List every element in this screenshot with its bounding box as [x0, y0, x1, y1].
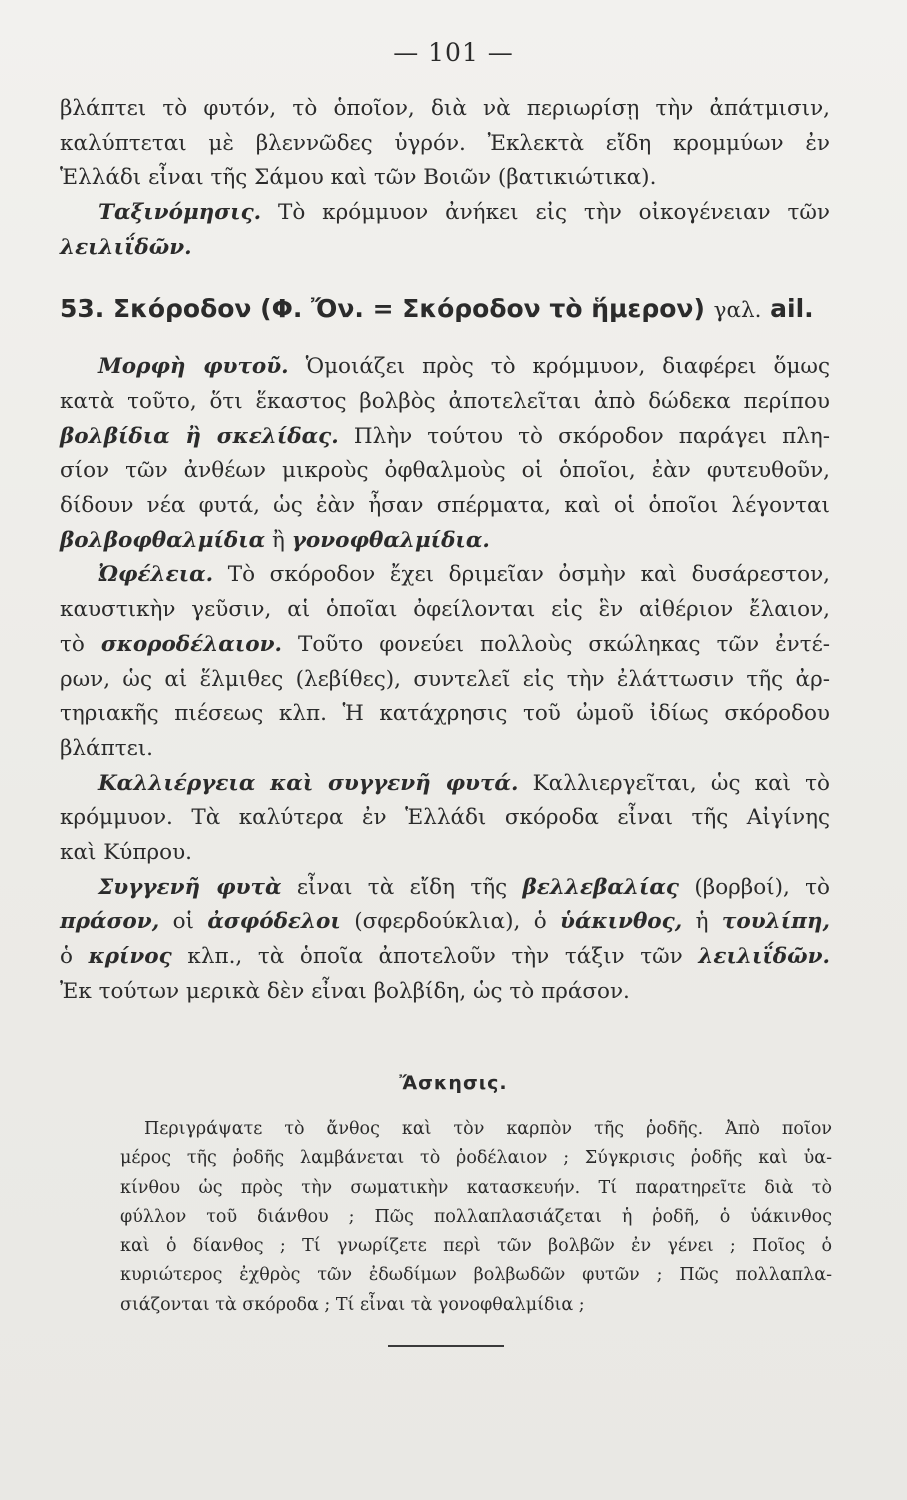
related-term: Συγγενῆ φυτὰ [98, 874, 282, 900]
bulblets-term: βολβίδια ἢ σκελίδας. [60, 423, 339, 449]
exercise-line: φύλλον τοῦ διάνθου ; Πῶς πολλαπλασιάζεται ἡ ῥοδῆ, ὁ ὑάκινθος [120, 1206, 832, 1227]
text-segment: ἢ [272, 527, 285, 553]
text-segment: οἱ [172, 909, 194, 935]
usefulness-term: Ὠφέλεια. [98, 562, 214, 588]
text-line: καὶ Κύπρου. [60, 840, 192, 866]
text-segment: Τοῦτο φονεύει πολλοὺς σκώληκας τῶν ἐντέ- [298, 631, 830, 657]
text-line: κρόμμυον. Τὰ καλύτερα ἐν Ἑλλάδι σκόροδα εἶναι τῆς Αἰγίνης [60, 805, 830, 831]
hyacinth-term: ὑάκινθος, [560, 909, 683, 935]
text-segment: ἡ [695, 909, 709, 935]
cultivation-term: Καλλιέργεια καὶ συγγενῆ φυτά. [98, 770, 519, 796]
section-title: 53. Σκόροδον (Φ. Ὄν. = Σκόροδον τὸ ἥμερον) [60, 293, 705, 323]
text-line [60, 940, 830, 975]
taxonomy-text: Τὸ κρόμμυον ἀνήκει εἰς τὴν οἰκογένειαν τῶν [278, 200, 830, 226]
text-line: Ἐκ τούτων μερικὰ δὲν εἶναι βολβίδη, ὡς τὸ πράσον. [60, 978, 630, 1004]
leek-term: πράσον, [60, 909, 160, 935]
text-segment: (σφερδούκλια), ὁ [354, 909, 547, 935]
text-line [60, 524, 830, 559]
morphology-term: Μορφὴ φυτοῦ. [98, 354, 289, 380]
exercise-line: κυριώτερος ἐχθρὸς τῶν ἐδωδίμων βολβωδῶν φυτῶν ; Πῶς πολλαπλα- [120, 1265, 832, 1286]
text-line: καλύπτεται μὲ βλεννῶδες ὑγρόν. Ἐκλεκτὰ εἴδη κρομμύων ἐν [60, 130, 830, 156]
text-line [60, 420, 830, 455]
text-line: βλάπτει τὸ φυτόν, τὸ ὁποῖον, διὰ νὰ περιωρίσῃ τὴν ἀπάτμισιν, [60, 96, 830, 121]
bulbil-term: βολβοφθαλμίδια [60, 527, 266, 553]
liliaceae-term: λειλιΐδῶν. [698, 944, 831, 970]
text-segment: ὁ [60, 944, 73, 970]
garlic-oil-term: σκοροδέλαιον. [100, 631, 282, 657]
exercise-line: καὶ ὁ δίανθος ; Τί γνωρίζετε περὶ τῶν βολβῶν ἐν γένει ; Ποῖος ὁ [120, 1236, 832, 1257]
page-number: — 101 — [393, 38, 514, 67]
bellevalia-term: βελλεβαλίας [522, 874, 680, 900]
related-line [60, 871, 830, 906]
text-segment: (βορβοί), τὸ [694, 874, 830, 900]
gonophthalmid-term: γονοφθαλμίδια. [291, 527, 490, 553]
tulip-term: τουλίπη, [721, 909, 830, 935]
cultivation-line [60, 767, 830, 802]
text-segment: Πλὴν τούτου τὸ σκόροδον παράγει πλη- [353, 423, 830, 449]
text-line: καυστικὴν γεῦσιν, αἱ ὁποῖαι ὀφείλονται εἰς ἓν αἰθέριον ἔλαιον, [60, 597, 830, 623]
morphology-line [60, 350, 830, 385]
taxonomy-line [60, 196, 830, 231]
exercise-line: Περιγράψατε τὸ ἄνθος καὶ τὸν καρπὸν τῆς ῥοδῆς. Ἀπὸ ποῖον [144, 1119, 832, 1139]
lily-term: κρίνος [88, 944, 172, 970]
exercise-line: σιάζονται τὰ σκόροδα ; Τί εἶναι τὰ γονοφθαλμίδια ; [120, 1294, 585, 1315]
text-line: δίδουν νέα φυτά, ὡς ἐὰν ἦσαν σπέρματα, καὶ οἱ ὁποῖοι λέγονται [60, 493, 830, 519]
text-line: βλάπτει. [60, 735, 154, 761]
taxonomy-line-2 [60, 231, 830, 266]
french-abbrev: γαλ. [713, 297, 762, 323]
exercise-line: κίνθου ὡς πρὸς τὴν σωματικὴν κατασκευήν. Τί παρατηρεῖτε διὰ τὸ [120, 1177, 832, 1198]
text-line: Ἑλλάδι εἶναι τῆς Σάμου καὶ τῶν Βοιῶν (βατικιώτικα). [60, 165, 657, 191]
text-line: τηριακῆς πιέσεως κλπ. Ἡ κατάχρησις τοῦ ὠμοῦ ἰδίως σκόροδου [60, 701, 830, 727]
exercise-text [120, 1115, 832, 1320]
text-line: ρων, ὡς αἱ ἕλμιθες (λεβίθες), συντελεῖ εἰς τὴν ἐλάττωσιν τῆς ἀρ- [60, 666, 830, 692]
end-rule [388, 1345, 504, 1347]
taxonomy-term: Ταξινόμησις. [98, 200, 262, 226]
text-segment: εἶναι τὰ εἴδη τῆς [296, 874, 508, 900]
french-name: ail. [770, 293, 814, 323]
text-line: σίον τῶν ἀνθέων μικροὺς ὀφθαλμοὺς οἱ ὁποῖοι, ἐὰν φυτευθοῦν, [60, 458, 830, 484]
usefulness-text: Τὸ σκόροδον ἔχει δριμεῖαν ὀσμὴν καὶ δυσάρεστον, [227, 562, 830, 588]
main-text [60, 92, 830, 1010]
cultivation-text: Καλλιεργεῖται, ὡς καὶ τὸ [532, 770, 830, 796]
usefulness-line [60, 558, 830, 593]
text-segment: τὸ [60, 631, 85, 657]
exercise-title: Ἄσκησις. [399, 1072, 508, 1094]
morphology-text: Ὁμοιάζει πρὸς τὸ κρόμμυον, διαφέρει ὅμως [305, 354, 830, 380]
text-line [60, 905, 830, 940]
text-line [60, 628, 830, 663]
exercise-line: μέρος τῆς ῥοδῆς λαμβάνεται τὸ ῥοδέλαιον ; Σύγκρισις ῥοδῆς καὶ ὑα- [120, 1148, 832, 1169]
section-heading [60, 292, 830, 329]
text-segment: κλπ., τὰ ὁποῖα ἀποτελοῦν τὴν τάξιν τῶν [187, 944, 683, 970]
asphodel-term: ἀσφόδελοι [207, 909, 341, 935]
family-name: λειλιΐδῶν. [60, 234, 192, 260]
text-line: κατὰ τοῦτο, ὅτι ἕκαστος βολβὸς ἀποτελεῖται ἀπὸ δώδεκα περίπου [60, 388, 830, 414]
